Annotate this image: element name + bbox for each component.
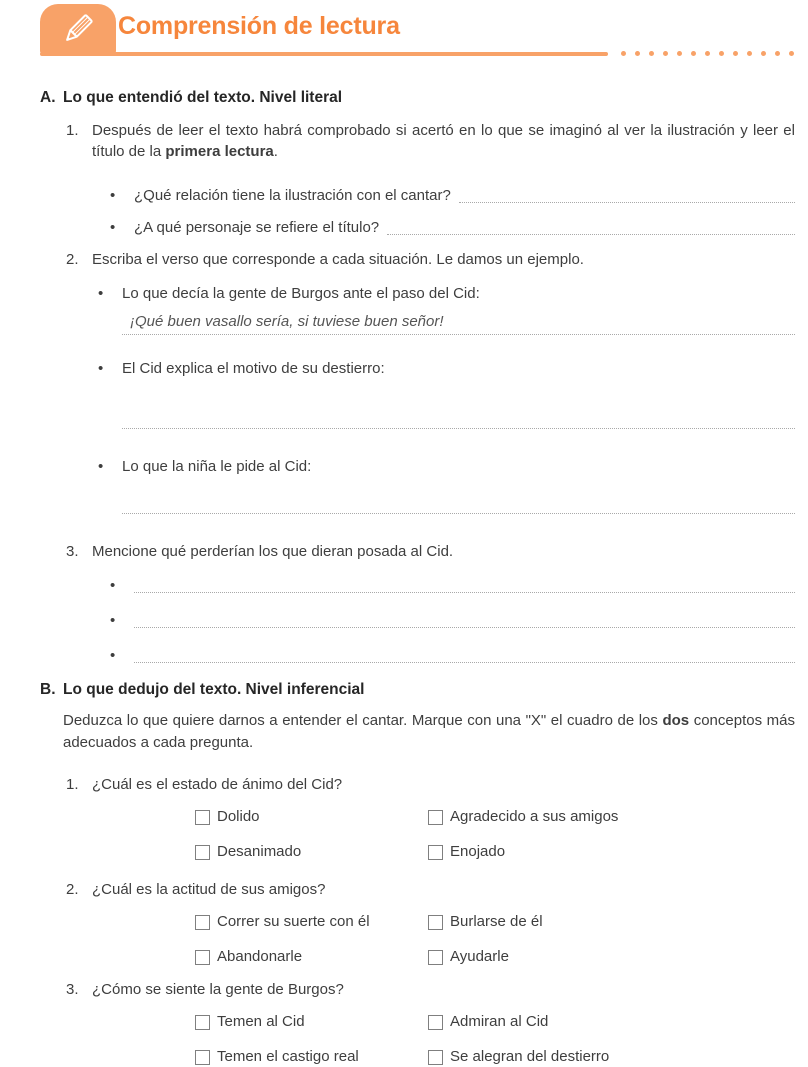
situation-row (98, 457, 795, 477)
question-b1-text: ¿Cuál es el estado de ánimo del Cid? (92, 776, 343, 793)
section-a-letter: A. (40, 89, 56, 106)
checkbox[interactable] (428, 1015, 443, 1030)
checkbox[interactable] (195, 845, 210, 860)
page-title: Comprensión de lectura (118, 12, 400, 40)
option (195, 947, 428, 967)
option (428, 807, 795, 827)
option-label: Se alegran del destierro (450, 1048, 610, 1065)
option (428, 1012, 795, 1032)
checkbox[interactable] (195, 1015, 210, 1030)
item-a3-number: 3. (66, 543, 79, 560)
section-b-letter: B. (40, 681, 56, 698)
pencil-badge (40, 4, 116, 54)
question-b2 (66, 879, 795, 900)
answer-line[interactable] (459, 202, 795, 203)
options-b3 (195, 1012, 795, 1067)
section-b-heading (40, 680, 795, 700)
option (195, 912, 428, 932)
header-rule (40, 52, 608, 56)
option-label: Admiran al Cid (450, 1013, 549, 1030)
question-b2-number: 2. (66, 881, 79, 898)
option-label: Agradecido a sus amigos (450, 808, 619, 825)
option (195, 1012, 428, 1032)
answer-line[interactable] (122, 427, 795, 429)
intro-after: conceptos más adecuados a cada pregunta. (63, 712, 795, 751)
bullet-dot: • (110, 577, 116, 594)
situation-text: Lo que la niña le pide al Cid: (122, 458, 312, 475)
bullet-dot: • (110, 219, 116, 236)
option (195, 807, 428, 827)
bullet-dot: • (98, 285, 104, 302)
checkbox[interactable] (195, 950, 210, 965)
option (428, 947, 795, 967)
bullet-dot: • (98, 458, 104, 475)
option-label: Enojado (450, 843, 506, 860)
bullet-dot: • (110, 647, 116, 664)
section-b-instructions (63, 710, 795, 754)
question-text: ¿A qué personaje se refiere el título? (134, 219, 380, 236)
item-a3 (66, 541, 795, 562)
situation-row (98, 359, 795, 379)
situation-text: El Cid explica el motivo de su destierro: (122, 360, 385, 377)
checkbox[interactable] (195, 915, 210, 930)
item-a1-number: 1. (66, 122, 79, 139)
checkbox[interactable] (428, 915, 443, 930)
question-b3-text: ¿Cómo se siente la gente de Burgos? (92, 981, 344, 998)
question-b3 (66, 979, 795, 1000)
option (428, 1047, 795, 1067)
option-label: Ayudarle (450, 948, 509, 965)
example-answer-text: ¡Qué buen vasallo sería, si tuviese buen señor! (130, 313, 444, 330)
checkbox[interactable] (428, 1050, 443, 1065)
option (195, 1047, 428, 1067)
option (428, 842, 795, 862)
answer-line[interactable] (134, 592, 795, 593)
options-b2 (195, 912, 795, 967)
option-label: Temen el castigo real (217, 1048, 359, 1065)
section-a-heading (40, 88, 795, 108)
header-dots (621, 51, 794, 56)
options-b1 (195, 807, 795, 862)
answer-line[interactable] (122, 512, 795, 514)
checkbox[interactable] (195, 1050, 210, 1065)
item-a1-text-before: Después de leer el texto habrá comprobado si acertó en lo que se imaginó al ver la ilustración y leer el título de la (92, 122, 795, 160)
answer-line[interactable] (387, 234, 795, 235)
option-label: Dolido (217, 808, 260, 825)
example-answer-line[interactable] (122, 312, 795, 335)
item-a2-text: Escriba el verso que corresponde a cada situación. Le damos un ejemplo. (92, 251, 584, 268)
question-b1 (66, 774, 795, 795)
option-label: Burlarse de él (450, 913, 543, 930)
situation-text: Lo que decía la gente de Burgos ante el paso del Cid: (122, 285, 480, 302)
question-row (110, 186, 795, 206)
option-label: Abandonarle (217, 948, 303, 965)
question-b1-number: 1. (66, 776, 79, 793)
option (428, 912, 795, 932)
intro-before: Deduzca lo que quiere darnos a entender el cantar. Marque con una "X" el cuadro de los (63, 712, 663, 729)
situation-row (98, 284, 795, 304)
answer-line[interactable] (134, 627, 795, 628)
checkbox[interactable] (428, 810, 443, 825)
answer-row (110, 576, 795, 596)
question-text: ¿Qué relación tiene la ilustración con el cantar? (134, 187, 451, 204)
item-a1-text (92, 120, 795, 162)
item-a1-text-bold: primera lectura (165, 143, 274, 160)
question-b3-number: 3. (66, 981, 79, 998)
bullet-dot: • (110, 612, 116, 629)
item-a1 (66, 120, 795, 162)
option-label: Temen al Cid (217, 1013, 305, 1030)
checkbox[interactable] (428, 845, 443, 860)
item-a3-text: Mencione qué perderían los que dieran posada al Cid. (92, 543, 454, 560)
item-a2 (66, 249, 795, 270)
answer-line[interactable] (134, 662, 795, 663)
item-a2-number: 2. (66, 251, 79, 268)
checkbox[interactable] (428, 950, 443, 965)
option-label: Desanimado (217, 843, 302, 860)
option-label: Correr su suerte con él (217, 913, 370, 930)
question-b2-text: ¿Cuál es la actitud de sus amigos? (92, 881, 326, 898)
intro-bold: dos (662, 712, 690, 729)
checkbox[interactable] (195, 810, 210, 825)
option (195, 842, 428, 862)
bullet-dot: • (110, 187, 116, 204)
bullet-dot: • (98, 360, 104, 377)
section-a-title: Lo que entendió del texto. Nivel literal (63, 89, 343, 106)
item-a1-text-after: . (273, 143, 278, 160)
pencil-icon (58, 9, 98, 49)
section-b-title: Lo que dedujo del texto. Nivel inferencial (63, 681, 365, 698)
answer-row (110, 646, 795, 666)
answer-row (110, 611, 795, 631)
question-row (110, 218, 795, 238)
